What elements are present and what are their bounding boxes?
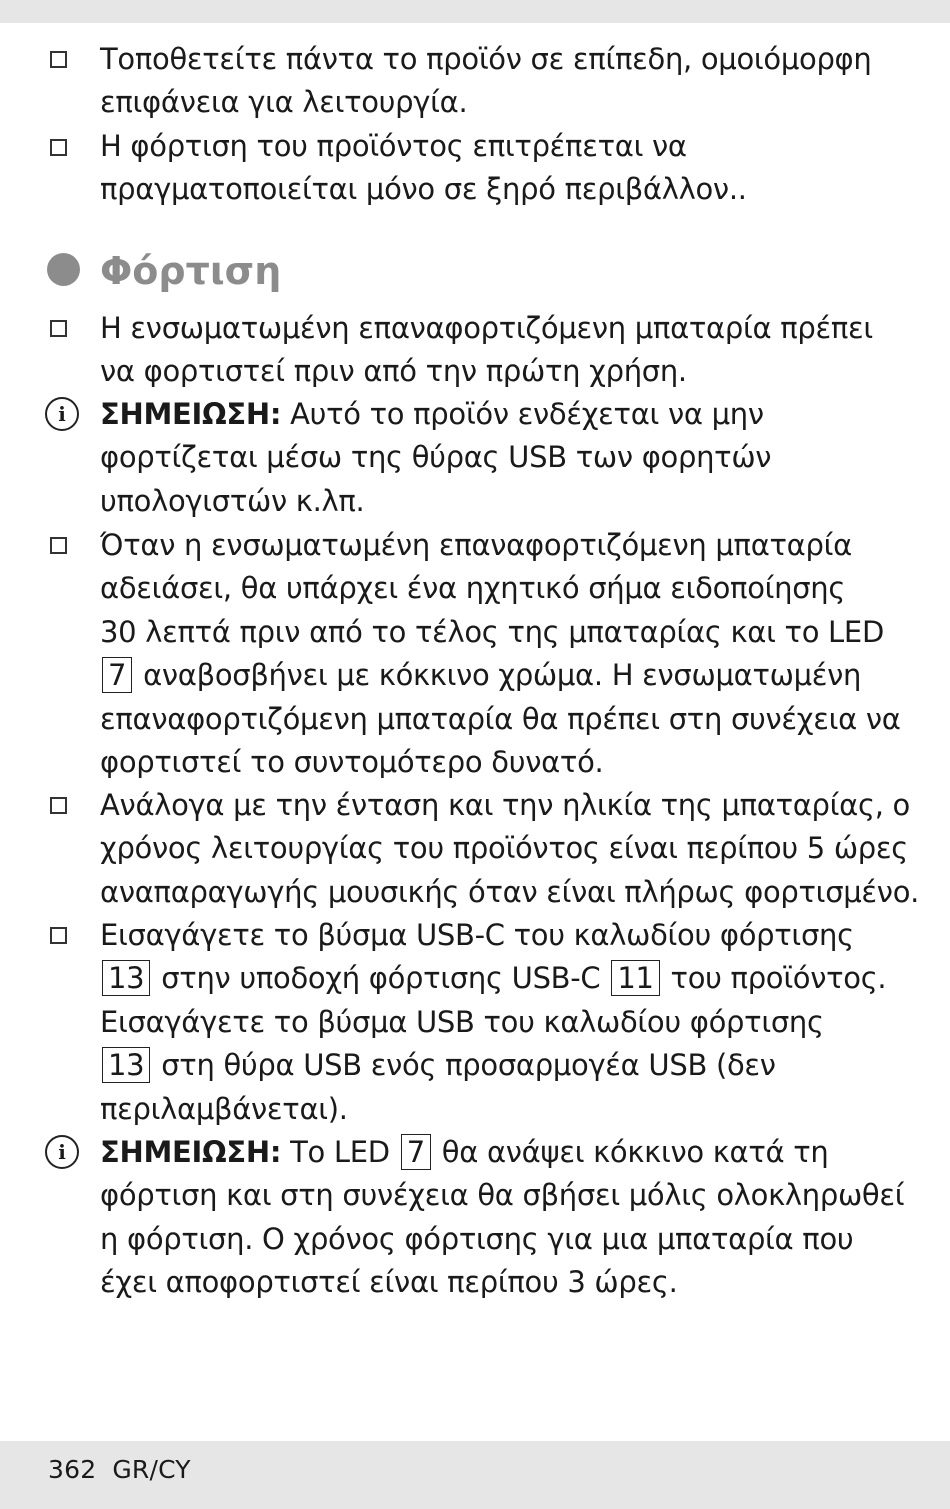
- bullet-item: [100, 914, 900, 1131]
- text-line: πραγματοποιείται μόνο σε ξηρό περιβάλλον..: [100, 172, 747, 207]
- note-label: ΣΗΜΕΙΩΣΗ:: [100, 397, 282, 431]
- text-line: 13 στην υποδοχή φόρτισης USB-C 11 του προϊόντος.: [100, 957, 900, 1000]
- bullet-item: [100, 784, 920, 914]
- note-item: [100, 1131, 905, 1305]
- checkbox-bullet-icon: [50, 537, 67, 554]
- section-heading: Φόρτιση: [100, 249, 282, 293]
- part-reference-box: 7: [102, 657, 132, 693]
- note-item: [100, 393, 900, 523]
- top-band: [0, 0, 950, 23]
- text-line: Εισαγάγετε το βύσμα USB του καλωδίου φόρτισης: [100, 1004, 824, 1039]
- text-line: Εισαγάγετε το βύσμα USB-C του καλωδίου φόρτισης: [100, 918, 854, 952]
- text-line: Η φόρτιση του προϊόντος επιτρέπεται να: [100, 129, 687, 163]
- text-line: περιλαμβάνεται).: [100, 1091, 348, 1126]
- text-line: Όταν η ενσωματωμένη επαναφορτιζόμενη μπαταρία: [100, 528, 852, 562]
- note-label: ΣΗΜΕΙΩΣΗ:: [100, 1135, 282, 1169]
- checkbox-bullet-icon: [50, 320, 67, 337]
- text-line: επαναφορτιζόμενη μπαταρία θα πρέπει στη συνέχεια να: [100, 701, 901, 736]
- checkbox-bullet-icon: [50, 51, 67, 68]
- text-line: 30 λεπτά πριν από το τέλος της μπαταρίας και το LED: [100, 614, 884, 649]
- text-line: 7 αναβοσβήνει με κόκκινο χρώμα. Η ενσωματωμένη: [100, 654, 900, 697]
- bullet-item: [100, 524, 900, 784]
- text-line: Ανάλογα με την ένταση και την ηλικία της μπαταρίας, ο: [100, 788, 910, 822]
- section-dot-icon: [47, 253, 80, 286]
- text-line: υπολογιστών κ.λπ.: [100, 483, 365, 518]
- text-line: αδειάσει, θα υπάρχει ένα ηχητικό σήμα ειδοποίησης: [100, 571, 846, 606]
- checkbox-bullet-icon: [50, 797, 67, 814]
- text-line: έχει αποφορτιστεί είναι περίπου 3 ώρες.: [100, 1265, 678, 1300]
- part-reference-box: 13: [102, 1047, 150, 1083]
- text-line: Η ενσωματωμένη επαναφορτιζόμενη μπαταρία πρέπει: [100, 311, 873, 345]
- bullet-item: [100, 307, 900, 394]
- info-icon: i: [45, 397, 79, 431]
- text-line: φόρτιση και στη συνέχεια θα σβήσει μόλις ολοκληρωθεί: [100, 1178, 905, 1213]
- text-line: να φορτιστεί πριν από την πρώτη χρήση.: [100, 354, 687, 389]
- checkbox-bullet-icon: [50, 927, 67, 944]
- part-reference-box: 13: [102, 960, 150, 996]
- checkbox-bullet-icon: [50, 139, 67, 156]
- text-line: φορτιστεί το συντομότερο δυνατό.: [100, 745, 604, 780]
- info-icon: i: [45, 1135, 79, 1169]
- part-reference-box: 7: [401, 1134, 431, 1170]
- text-line: 13 στη θύρα USB ενός προσαρμογέα USB (δεν: [100, 1044, 900, 1087]
- text-line: Τοποθετείτε πάντα το προϊόν σε επίπεδη, ομοιόμορφη: [100, 42, 872, 76]
- text-line: επιφάνεια για λειτουργία.: [100, 85, 468, 120]
- part-reference-box: 11: [611, 960, 659, 996]
- page-number: 362: [48, 1455, 97, 1484]
- page-footer: [48, 1455, 191, 1484]
- locale-label: GR/CY: [112, 1455, 191, 1484]
- text-line: χρόνος λειτουργίας του προϊόντος είναι περίπου 5 ώρες: [100, 831, 909, 866]
- text-line: αναπαραγωγής μουσικής όταν είναι πλήρως φορτισμένο.: [100, 874, 920, 909]
- text-line: ΣΗΜΕΙΩΣΗ: Αυτό το προϊόν ενδέχεται να μην: [100, 397, 764, 431]
- text-line: ΣΗΜΕΙΩΣΗ: Το LED 7 θα ανάψει κόκκινο κατά τη: [100, 1135, 829, 1169]
- bullet-item: [100, 38, 900, 125]
- bullet-item: [100, 125, 900, 212]
- text-line: φορτίζεται μέσω της θύρας USB των φορητών: [100, 440, 772, 475]
- text-line: η φόρτιση. Ο χρόνος φόρτισης για μια μπαταρία που: [100, 1221, 854, 1256]
